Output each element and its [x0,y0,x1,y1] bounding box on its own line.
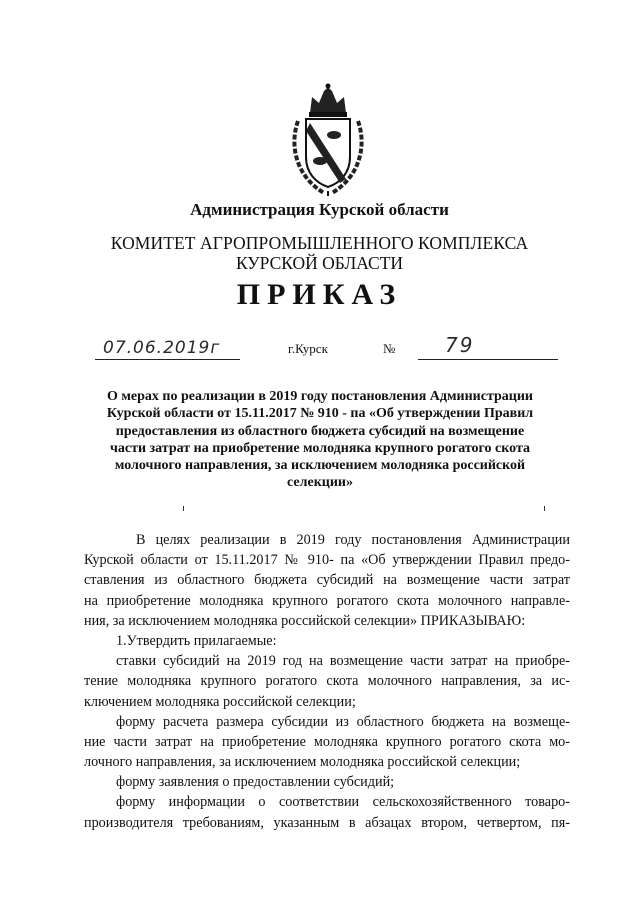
heading-line: селекции» [287,475,353,491]
order-body [84,530,570,833]
body-line: ключением молодняка российской селекции; [84,693,356,710]
body-line: форму заявления о предоставлении субсидий; [116,774,395,791]
city-label: г.Курск [288,341,328,356]
number-underline [418,359,558,360]
body-line: ставки субсидий на 2019 год на возмещение части затрат на приобре- [116,653,570,670]
body-line: Курской области от 15.11.2017 № 910- па «Об утверждении Правил предо- [84,552,570,569]
heading-line: О мерах по реализации в 2019 году постановления Администрации [107,389,533,404]
body-line: В целях реализации в 2019 году постановления Администрации [136,532,570,548]
committee-name-line-2: КУРСКОЙ ОБЛАСТИ [235,253,404,273]
body-line: на приобретение молодняка крупного рогатого скота молочного направле- [84,592,570,609]
body-line: 1.Утвердить прилагаемые: [116,632,277,649]
handwritten-number: 79 [445,333,475,357]
heading-line: предоставления из областного бюджета субсидий на возмещение [115,423,525,439]
heading-line: Курской области от 15.11.2017 № 910 - па «Об утверждении Правил [106,406,534,422]
corner-mark [183,506,184,511]
body-line: форму информации о соответствии сельскохозяйственного товаро- [116,794,570,811]
body-line: ставления из областного бюджета субсидий на возмещение части затрат [84,572,570,589]
corner-mark [544,506,545,511]
body-line: лочного направления, за исключением молодняка российской селекции; [84,754,521,771]
heading-line: молочного направления, за исключением молодняка российской [114,458,526,474]
body-line: производителя требованиям, указанным в абзацах втором, четвертом, пя- [84,814,570,831]
date-underline [95,359,240,360]
kursk-coat-of-arms-icon [288,83,368,198]
number-label: № [383,341,396,356]
body-line: ния, за исключением молодняка российской селекции» ПРИКАЗЫВАЮ: [84,612,526,629]
order-heading [70,388,570,492]
document-type-title: ПРИКАЗ [236,278,403,311]
heading-line: части затрат на приобретение молодняка крупного рогатого скота [109,440,531,456]
handwritten-date: 07.06.2019г [103,338,221,358]
administration-title: Администрация Курской области [190,200,449,219]
committee-name-line-1: КОМИТЕТ АГРОПРОМЫШЛЕННОГО КОМПЛЕКСА [110,233,529,253]
body-line: тение молодняка крупного рогатого скота молочного направления, за ис- [84,673,570,690]
body-line: форму расчета размера субсидии из областного бюджета на возмеще- [116,713,570,730]
body-line: ние части затрат на приобретение молодняка крупного рогатого скота мо- [84,733,570,750]
